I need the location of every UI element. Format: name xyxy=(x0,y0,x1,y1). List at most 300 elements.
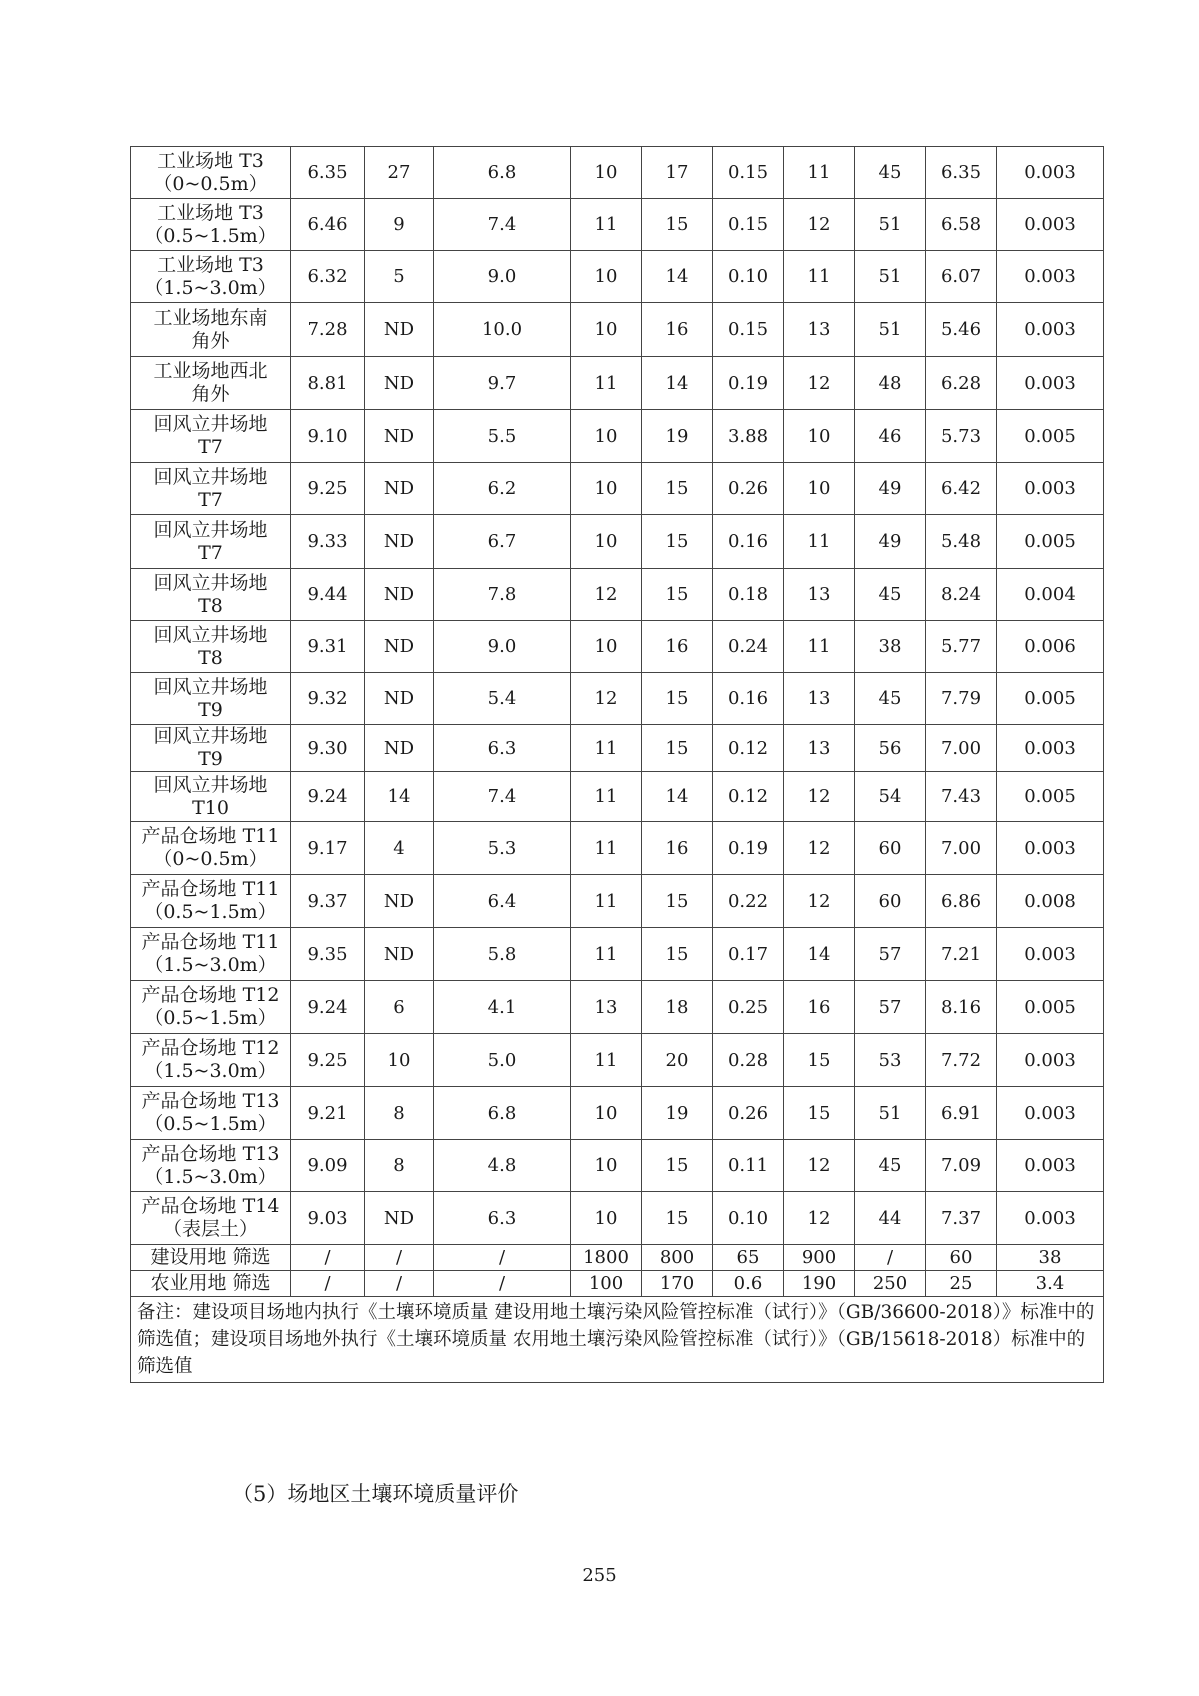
table-cell: 17 xyxy=(642,147,713,199)
table-cell: 0.18 xyxy=(713,569,784,621)
table-cell: 9.0 xyxy=(434,621,571,673)
table-row xyxy=(131,251,1104,303)
table-cell: 7.37 xyxy=(926,1192,997,1245)
table-cell: 9.03 xyxy=(291,1192,365,1245)
row-label-line: 回风立井场地 xyxy=(153,623,268,646)
row-label-line: 工业场地 T3 xyxy=(157,149,264,172)
table-cell: 6.32 xyxy=(291,251,365,303)
table-cell: / xyxy=(291,1271,365,1297)
table-cell: 9.24 xyxy=(291,772,365,822)
table-cell: 0.003 xyxy=(997,1087,1104,1140)
table-cell: ND xyxy=(365,673,434,725)
table-cell: 16 xyxy=(642,822,713,875)
table-row xyxy=(131,515,1104,569)
table-row xyxy=(131,463,1104,515)
table-cell: 0.003 xyxy=(997,725,1104,772)
table-cell: 0.003 xyxy=(997,463,1104,515)
row-label-line: T7 xyxy=(198,488,223,511)
table-cell: 0.16 xyxy=(713,515,784,569)
table-cell: 9.30 xyxy=(291,725,365,772)
table-cell: 6.91 xyxy=(926,1087,997,1140)
table-cell: 0.005 xyxy=(997,772,1104,822)
table-cell: 5.0 xyxy=(434,1034,571,1087)
table-row xyxy=(131,199,1104,251)
table-cell: 13 xyxy=(784,725,855,772)
table-cell: 6.3 xyxy=(434,725,571,772)
table-cell: / xyxy=(855,1245,926,1271)
table-cell: 9.32 xyxy=(291,673,365,725)
table-cell: 49 xyxy=(855,463,926,515)
table-cell: 12 xyxy=(784,1140,855,1192)
table-body xyxy=(131,147,1104,1383)
table-cell: 0.003 xyxy=(997,147,1104,199)
table-cell: 53 xyxy=(855,1034,926,1087)
row-label-line: T7 xyxy=(198,436,223,458)
table-cell: 10 xyxy=(571,1140,642,1192)
table-cell: 6.28 xyxy=(926,357,997,410)
table-cell: 9.10 xyxy=(291,410,365,463)
table-cell: 14 xyxy=(642,251,713,303)
table-cell: 6.8 xyxy=(434,1087,571,1140)
table-cell: 0.24 xyxy=(713,621,784,673)
row-label-line: 建设用地 筛选 xyxy=(150,1246,271,1268)
row-label-cell xyxy=(131,357,291,410)
table-cell: 6.86 xyxy=(926,875,997,928)
table-cell: 9.33 xyxy=(291,515,365,569)
table-cell: 14 xyxy=(784,928,855,981)
table-cell: 57 xyxy=(855,928,926,981)
table-cell: 0.12 xyxy=(713,725,784,772)
table-cell: 60 xyxy=(855,822,926,875)
table-cell: 6.2 xyxy=(434,463,571,515)
table-cell: 0.003 xyxy=(997,303,1104,357)
table-cell: 15 xyxy=(642,928,713,981)
table-cell: 10 xyxy=(571,463,642,515)
table-cell: 60 xyxy=(926,1245,997,1271)
table-row xyxy=(131,981,1104,1034)
table-cell: 6.35 xyxy=(926,147,997,199)
table-cell: 9.17 xyxy=(291,822,365,875)
table-cell: 0.19 xyxy=(713,357,784,410)
table-cell: 45 xyxy=(855,147,926,199)
table-cell: 5.46 xyxy=(926,303,997,357)
table-cell: 0.16 xyxy=(713,673,784,725)
table-cell: 11 xyxy=(571,725,642,772)
row-label-cell xyxy=(131,515,291,569)
table-cell: ND xyxy=(365,515,434,569)
table-cell: 0.003 xyxy=(997,251,1104,303)
row-label-line: （0.5~1.5m） xyxy=(144,901,277,923)
table-cell: 190 xyxy=(784,1271,855,1297)
table-cell: 11 xyxy=(571,928,642,981)
table-cell: 10 xyxy=(784,463,855,515)
table-cell: 9.44 xyxy=(291,569,365,621)
table-cell: 10 xyxy=(571,1192,642,1245)
table-cell: 7.4 xyxy=(434,772,571,822)
table-cell: 15 xyxy=(784,1034,855,1087)
row-label-cell xyxy=(131,1087,291,1140)
row-label-line: 产品仓场地 T12 xyxy=(141,1037,280,1059)
table-cell: 20 xyxy=(642,1034,713,1087)
table-cell: 6.8 xyxy=(434,147,571,199)
table-cell: 13 xyxy=(784,673,855,725)
row-label-cell xyxy=(131,772,291,822)
table-cell: 0.15 xyxy=(713,303,784,357)
table-cell: 0.19 xyxy=(713,822,784,875)
table-cell: 7.00 xyxy=(926,822,997,875)
table-cell: 51 xyxy=(855,251,926,303)
table-cell: 7.8 xyxy=(434,569,571,621)
table-cell: 6.35 xyxy=(291,147,365,199)
row-label-cell xyxy=(131,673,291,725)
row-label-cell xyxy=(131,1245,291,1271)
table-cell: 8 xyxy=(365,1140,434,1192)
table-cell: 8 xyxy=(365,1087,434,1140)
table-cell: 9.0 xyxy=(434,251,571,303)
table-cell: 4.1 xyxy=(434,981,571,1034)
table-row xyxy=(131,410,1104,463)
table-cell: 0.003 xyxy=(997,822,1104,875)
table-cell: 7.09 xyxy=(926,1140,997,1192)
table-cell: 14 xyxy=(365,772,434,822)
table-cell: 7.21 xyxy=(926,928,997,981)
table-cell: 13 xyxy=(784,569,855,621)
table-cell: ND xyxy=(365,463,434,515)
table-row xyxy=(131,1034,1104,1087)
table-cell: 8.16 xyxy=(926,981,997,1034)
table-cell: 13 xyxy=(784,303,855,357)
table-cell: 6.42 xyxy=(926,463,997,515)
table-cell: ND xyxy=(365,1192,434,1245)
table-cell: ND xyxy=(365,569,434,621)
table-cell: 0.26 xyxy=(713,463,784,515)
table-cell: 16 xyxy=(642,303,713,357)
table-cell: ND xyxy=(365,928,434,981)
table-row xyxy=(131,673,1104,725)
row-label-cell xyxy=(131,928,291,981)
table-cell: 15 xyxy=(642,515,713,569)
row-label-line: （表层土） xyxy=(162,1218,258,1240)
table-cell: 51 xyxy=(855,303,926,357)
table-cell: 6.58 xyxy=(926,199,997,251)
table-cell: 49 xyxy=(855,515,926,569)
row-label-line: 回风立井场地 xyxy=(153,571,268,594)
table-cell: 44 xyxy=(855,1192,926,1245)
table-cell: 0.003 xyxy=(997,357,1104,410)
table-cell: 12 xyxy=(784,772,855,822)
table-cell: 11 xyxy=(571,357,642,410)
table-cell: 7.00 xyxy=(926,725,997,772)
table-cell: 0.003 xyxy=(997,928,1104,981)
table-cell: 11 xyxy=(571,1034,642,1087)
table-cell: 0.003 xyxy=(997,1140,1104,1192)
row-label-line: （0.5~1.5m） xyxy=(144,1007,277,1029)
section-heading: （5）场地区土壤环境质量评价 xyxy=(232,1482,519,1506)
table-cell: 5.77 xyxy=(926,621,997,673)
table-cell: 11 xyxy=(571,875,642,928)
table-cell: 10 xyxy=(571,147,642,199)
table-note-row xyxy=(131,1297,1104,1383)
table-cell: / xyxy=(291,1245,365,1271)
table-cell: 6.07 xyxy=(926,251,997,303)
table-cell: 0.11 xyxy=(713,1140,784,1192)
table-cell: 15 xyxy=(642,1192,713,1245)
table-cell: 5 xyxy=(365,251,434,303)
table-cell: 0.10 xyxy=(713,251,784,303)
table-cell: 51 xyxy=(855,199,926,251)
table-row xyxy=(131,875,1104,928)
table-cell: / xyxy=(365,1245,434,1271)
table-cell: ND xyxy=(365,357,434,410)
table-cell: 45 xyxy=(855,673,926,725)
row-label-line: 回风立井场地 xyxy=(153,773,268,796)
table-cell: 9.7 xyxy=(434,357,571,410)
table-cell: 65 xyxy=(713,1245,784,1271)
table-cell: 6.3 xyxy=(434,1192,571,1245)
row-label-line: T8 xyxy=(198,646,223,669)
table-cell: 9.25 xyxy=(291,463,365,515)
table-cell: 5.5 xyxy=(434,410,571,463)
table-cell: 10 xyxy=(571,251,642,303)
row-label-line: 角外 xyxy=(191,383,230,405)
row-label-line: 回风立井场地 xyxy=(153,465,268,488)
table-cell: 1800 xyxy=(571,1245,642,1271)
row-label-line: 农业用地 筛选 xyxy=(150,1272,271,1294)
table-cell: 16 xyxy=(642,621,713,673)
row-label-cell xyxy=(131,251,291,303)
table-cell: 0.006 xyxy=(997,621,1104,673)
row-label-line: （0~0.5m） xyxy=(153,848,268,870)
table-cell: 9 xyxy=(365,199,434,251)
row-label-cell xyxy=(131,1192,291,1245)
table-cell: 0.12 xyxy=(713,772,784,822)
table-row xyxy=(131,1192,1104,1245)
table-cell: 15 xyxy=(784,1087,855,1140)
row-label-line: （1.5~3.0m） xyxy=(144,1060,277,1082)
table-cell: 0.25 xyxy=(713,981,784,1034)
table-row xyxy=(131,1140,1104,1192)
row-label-cell xyxy=(131,725,291,772)
table-cell: 54 xyxy=(855,772,926,822)
table-row xyxy=(131,303,1104,357)
table-cell: 11 xyxy=(784,515,855,569)
table-cell: 15 xyxy=(642,673,713,725)
row-label-line: T8 xyxy=(198,594,223,617)
table-cell: 11 xyxy=(571,822,642,875)
table-row xyxy=(131,822,1104,875)
table-cell: 38 xyxy=(855,621,926,673)
row-label-line: 角外 xyxy=(191,329,230,352)
table-cell: 3.4 xyxy=(997,1271,1104,1297)
table-cell: 12 xyxy=(784,1192,855,1245)
table-cell: 0.005 xyxy=(997,981,1104,1034)
table-cell: 7.43 xyxy=(926,772,997,822)
table-row xyxy=(131,1245,1104,1271)
row-label-line: 回风立井场地 xyxy=(153,675,268,698)
table-cell: 57 xyxy=(855,981,926,1034)
row-label-cell xyxy=(131,303,291,357)
table-cell: 9.24 xyxy=(291,981,365,1034)
row-label-cell xyxy=(131,410,291,463)
row-label-line: 产品仓场地 T12 xyxy=(141,984,280,1006)
table-cell: 15 xyxy=(642,199,713,251)
page-number: 255 xyxy=(582,1565,617,1586)
table-cell: 6.4 xyxy=(434,875,571,928)
table-cell: 12 xyxy=(571,569,642,621)
table-cell: 38 xyxy=(997,1245,1104,1271)
row-label-cell xyxy=(131,199,291,251)
table-cell: ND xyxy=(365,303,434,357)
table-cell: 7.79 xyxy=(926,673,997,725)
table-cell: 5.4 xyxy=(434,673,571,725)
table-cell: 12 xyxy=(784,199,855,251)
table-cell: 12 xyxy=(784,822,855,875)
table-cell: 9.31 xyxy=(291,621,365,673)
row-label-line: 工业场地西北 xyxy=(153,360,268,382)
table-row xyxy=(131,928,1104,981)
table-cell: 0.004 xyxy=(997,569,1104,621)
table-cell: 9.37 xyxy=(291,875,365,928)
row-label-cell xyxy=(131,621,291,673)
table-cell: 900 xyxy=(784,1245,855,1271)
table-cell: 5.8 xyxy=(434,928,571,981)
row-label-cell xyxy=(131,822,291,875)
table-cell: 10 xyxy=(571,621,642,673)
table-row xyxy=(131,569,1104,621)
table-cell: 15 xyxy=(642,569,713,621)
row-label-cell xyxy=(131,569,291,621)
table-cell: 0.003 xyxy=(997,199,1104,251)
table-cell: 12 xyxy=(784,357,855,410)
row-label-line: T9 xyxy=(198,748,223,770)
table-row xyxy=(131,772,1104,822)
table-cell: 9.09 xyxy=(291,1140,365,1192)
table-cell: ND xyxy=(365,875,434,928)
row-label-cell xyxy=(131,147,291,199)
table-cell: 4 xyxy=(365,822,434,875)
table-cell: 45 xyxy=(855,569,926,621)
table-cell: 11 xyxy=(784,147,855,199)
table-cell: ND xyxy=(365,410,434,463)
row-label-line: 回风立井场地 xyxy=(153,725,268,747)
table-cell: 25 xyxy=(926,1271,997,1297)
row-label-cell xyxy=(131,1140,291,1192)
table-cell: 51 xyxy=(855,1087,926,1140)
table-cell: 11 xyxy=(784,251,855,303)
table-cell: 45 xyxy=(855,1140,926,1192)
row-label-line: T9 xyxy=(198,698,223,721)
row-label-line: T10 xyxy=(192,796,229,819)
table-cell: 48 xyxy=(855,357,926,410)
row-label-line: 产品仓场地 T14 xyxy=(141,1195,280,1217)
table-cell: 100 xyxy=(571,1271,642,1297)
table-cell: 0.15 xyxy=(713,147,784,199)
table-cell: 10.0 xyxy=(434,303,571,357)
row-label-line: 工业场地东南 xyxy=(153,306,268,329)
table-cell: 15 xyxy=(642,725,713,772)
table-cell: 15 xyxy=(642,875,713,928)
table-cell: 10 xyxy=(571,410,642,463)
row-label-line: T7 xyxy=(198,541,223,564)
table-cell: ND xyxy=(365,725,434,772)
row-label-line: 工业场地 T3 xyxy=(157,201,264,224)
table-cell: 18 xyxy=(642,981,713,1034)
table-cell: 8.81 xyxy=(291,357,365,410)
table-cell: 6 xyxy=(365,981,434,1034)
table-cell: 9.25 xyxy=(291,1034,365,1087)
row-label-line: 产品仓场地 T13 xyxy=(141,1090,280,1112)
row-label-line: 产品仓场地 T11 xyxy=(141,878,280,900)
row-label-cell xyxy=(131,981,291,1034)
table-cell: 19 xyxy=(642,410,713,463)
table-cell: 11 xyxy=(784,621,855,673)
row-label-cell xyxy=(131,1271,291,1297)
table-cell: 15 xyxy=(642,463,713,515)
row-label-line: 回风立井场地 xyxy=(153,413,268,435)
row-label-line: 工业场地 T3 xyxy=(157,253,264,276)
table-cell: 46 xyxy=(855,410,926,463)
table-cell: 6.46 xyxy=(291,199,365,251)
table-cell: 7.4 xyxy=(434,199,571,251)
table-cell: 19 xyxy=(642,1087,713,1140)
table-cell: 0.008 xyxy=(997,875,1104,928)
table-cell: 0.15 xyxy=(713,199,784,251)
row-label-cell xyxy=(131,463,291,515)
table-cell: 250 xyxy=(855,1271,926,1297)
row-label-line: 产品仓场地 T13 xyxy=(141,1142,280,1165)
table-row xyxy=(131,1087,1104,1140)
table-cell: 11 xyxy=(571,199,642,251)
table-cell: 14 xyxy=(642,357,713,410)
table-cell: 800 xyxy=(642,1245,713,1271)
table-cell: 7.72 xyxy=(926,1034,997,1087)
row-label-line: 产品仓场地 T11 xyxy=(141,825,280,847)
table-cell: 3.88 xyxy=(713,410,784,463)
row-label-line: 产品仓场地 T11 xyxy=(141,931,280,953)
table-cell: 10 xyxy=(571,303,642,357)
table-row xyxy=(131,725,1104,772)
table-cell: 0.005 xyxy=(997,673,1104,725)
table-cell: 0.10 xyxy=(713,1192,784,1245)
row-label-line: （0.5~1.5m） xyxy=(144,1113,277,1135)
table-cell: 10 xyxy=(571,515,642,569)
table-cell: 0.003 xyxy=(997,1192,1104,1245)
table-cell: 15 xyxy=(642,1140,713,1192)
row-label-line: （0~0.5m） xyxy=(153,172,268,195)
table-cell: 0.005 xyxy=(997,410,1104,463)
table-cell: 8.24 xyxy=(926,569,997,621)
table-cell: 10 xyxy=(365,1034,434,1087)
table-cell: 0.28 xyxy=(713,1034,784,1087)
soil-data-table xyxy=(130,146,1104,1383)
table-cell: 5.3 xyxy=(434,822,571,875)
table-cell: 10 xyxy=(784,410,855,463)
row-label-line: （1.5~3.0m） xyxy=(144,1165,277,1188)
row-label-cell xyxy=(131,1034,291,1087)
table-cell: 56 xyxy=(855,725,926,772)
table-cell: 0.005 xyxy=(997,515,1104,569)
table-cell: 5.48 xyxy=(926,515,997,569)
table-cell: / xyxy=(434,1245,571,1271)
table-cell: 9.21 xyxy=(291,1087,365,1140)
table-cell: 12 xyxy=(571,673,642,725)
table-cell: 60 xyxy=(855,875,926,928)
table-cell: 14 xyxy=(642,772,713,822)
table-note: 备注：建设项目场地内执行《土壤环境质量 建设用地土壤污染风险管控标准（试行）》（GB/36600-2018）》标准中的筛选值；建设项目场地外执行《土壤环境质量 农用地土壤污染风险管控标准（试行）》（GB/15618-2018）标准中的筛选值 xyxy=(131,1297,1104,1383)
table-cell: 13 xyxy=(571,981,642,1034)
table-cell: 0.003 xyxy=(997,1034,1104,1087)
row-label-cell xyxy=(131,875,291,928)
